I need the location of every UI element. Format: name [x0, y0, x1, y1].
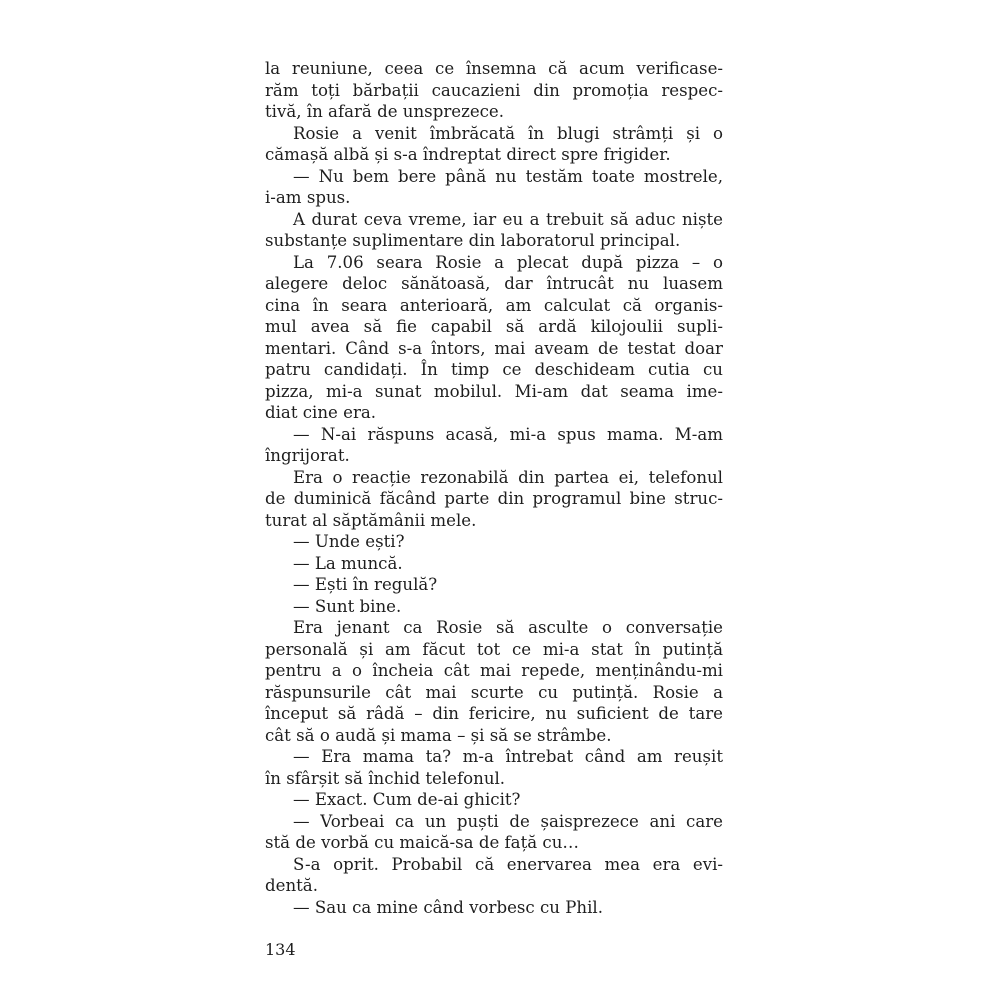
paragraph: [265, 854, 723, 897]
text-line: — Vorbeai ca un puști de șaisprezece ani care: [293, 811, 723, 831]
text-line: La 7.06 seara Rosie a plecat după pizza – o: [293, 252, 723, 272]
text-line: S-a oprit. Probabil că enervarea mea era evi-: [293, 854, 723, 874]
text-line: început să râdă – din fericire, nu suficient de tare: [265, 704, 723, 723]
text-line: cât să o audă și mama – și să se strâmbe.: [265, 725, 612, 745]
text-line: personală și am făcut tot ce mi-a stat în putință: [265, 639, 723, 659]
text-line: — Unde ești?: [293, 532, 405, 551]
text-line: pentru a o încheia cât mai repede, menținându-mi: [265, 661, 723, 680]
text-line: Era o reacție rezonabilă din partea ei, telefonul: [293, 467, 723, 487]
text-line: răspunsurile cât mai scurte cu putință. Rosie a: [265, 682, 723, 702]
text-line: de duminică făcând parte din programul bine struc-: [265, 489, 723, 508]
text-line: Era jenant ca Rosie să asculte o conversație: [293, 618, 723, 637]
text-line: diat cine era.: [265, 403, 377, 422]
text-line: îngrijorat.: [265, 446, 350, 465]
text-line: în sfârșit să închid telefonul.: [265, 768, 506, 788]
text-line: A durat ceva vreme, iar eu a trebuit să aduc niște: [293, 209, 723, 229]
text-line: patru candidați. În timp ce deschideam cutia cu: [265, 360, 723, 379]
paragraph: [265, 811, 723, 854]
text-line: substanțe suplimentare din laboratorul principal.: [265, 231, 681, 250]
paragraph: [265, 574, 723, 596]
text-line: cămașă albă și s-a îndreptat direct spre frigider.: [265, 145, 671, 164]
text-line: dentă.: [265, 876, 318, 895]
text-line: pizza, mi-a sunat mobilul. Mi-am dat seama ime-: [265, 381, 723, 401]
paragraph: [265, 209, 723, 252]
text-line: mentari. Când s-a întors, mai aveam de testat doar: [265, 338, 723, 358]
page-number: 134: [265, 940, 296, 959]
paragraph: [265, 596, 723, 618]
text-line: cina în seara anterioară, am calculat că organis-: [265, 295, 723, 315]
text-line: Rosie a venit îmbrăcată în blugi strâmți și o: [293, 123, 723, 143]
text-line: stă de vorbă cu maică-sa de față cu…: [265, 833, 579, 852]
text-line: — Ești în regulă?: [293, 575, 438, 594]
paragraph: [265, 58, 723, 123]
text-line: — Nu bem bere până nu testăm toate mostrele,: [293, 166, 723, 186]
text-line: mul avea să fie capabil să ardă kilojoulii supli-: [265, 317, 723, 336]
text-line: la reuniune, ceea ce însemna că acum verificase-: [265, 59, 723, 78]
paragraph: [265, 746, 723, 789]
paragraph: [265, 531, 723, 553]
text-line: — Sau ca mine când vorbesc cu Phil.: [293, 897, 603, 917]
text-line: — Era mama ta? m-a întrebat când am reușit: [293, 747, 723, 766]
text-line: — La muncă.: [293, 553, 403, 573]
text-line: răm toți bărbații caucazieni din promoția respec-: [265, 80, 723, 100]
paragraph: [265, 897, 723, 919]
book-page-text: [265, 58, 723, 918]
text-line: i-am spus.: [265, 188, 351, 207]
text-line: alegere deloc sănătoasă, dar întrucât nu luasem: [265, 274, 723, 293]
paragraph: [265, 617, 723, 746]
text-line: — Exact. Cum de-ai ghicit?: [293, 790, 521, 809]
text-line: — N-ai răspuns acasă, mi-a spus mama. M-am: [293, 424, 723, 444]
text-line: tivă, în afară de unsprezece.: [265, 102, 505, 121]
paragraph: [265, 252, 723, 424]
paragraph: [265, 166, 723, 209]
paragraph: [265, 789, 723, 811]
paragraph: [265, 424, 723, 467]
paragraph: [265, 553, 723, 575]
text-line: turat al săptămânii mele.: [265, 510, 477, 530]
paragraph: [265, 123, 723, 166]
text-line: — Sunt bine.: [293, 596, 402, 616]
paragraph: [265, 467, 723, 532]
